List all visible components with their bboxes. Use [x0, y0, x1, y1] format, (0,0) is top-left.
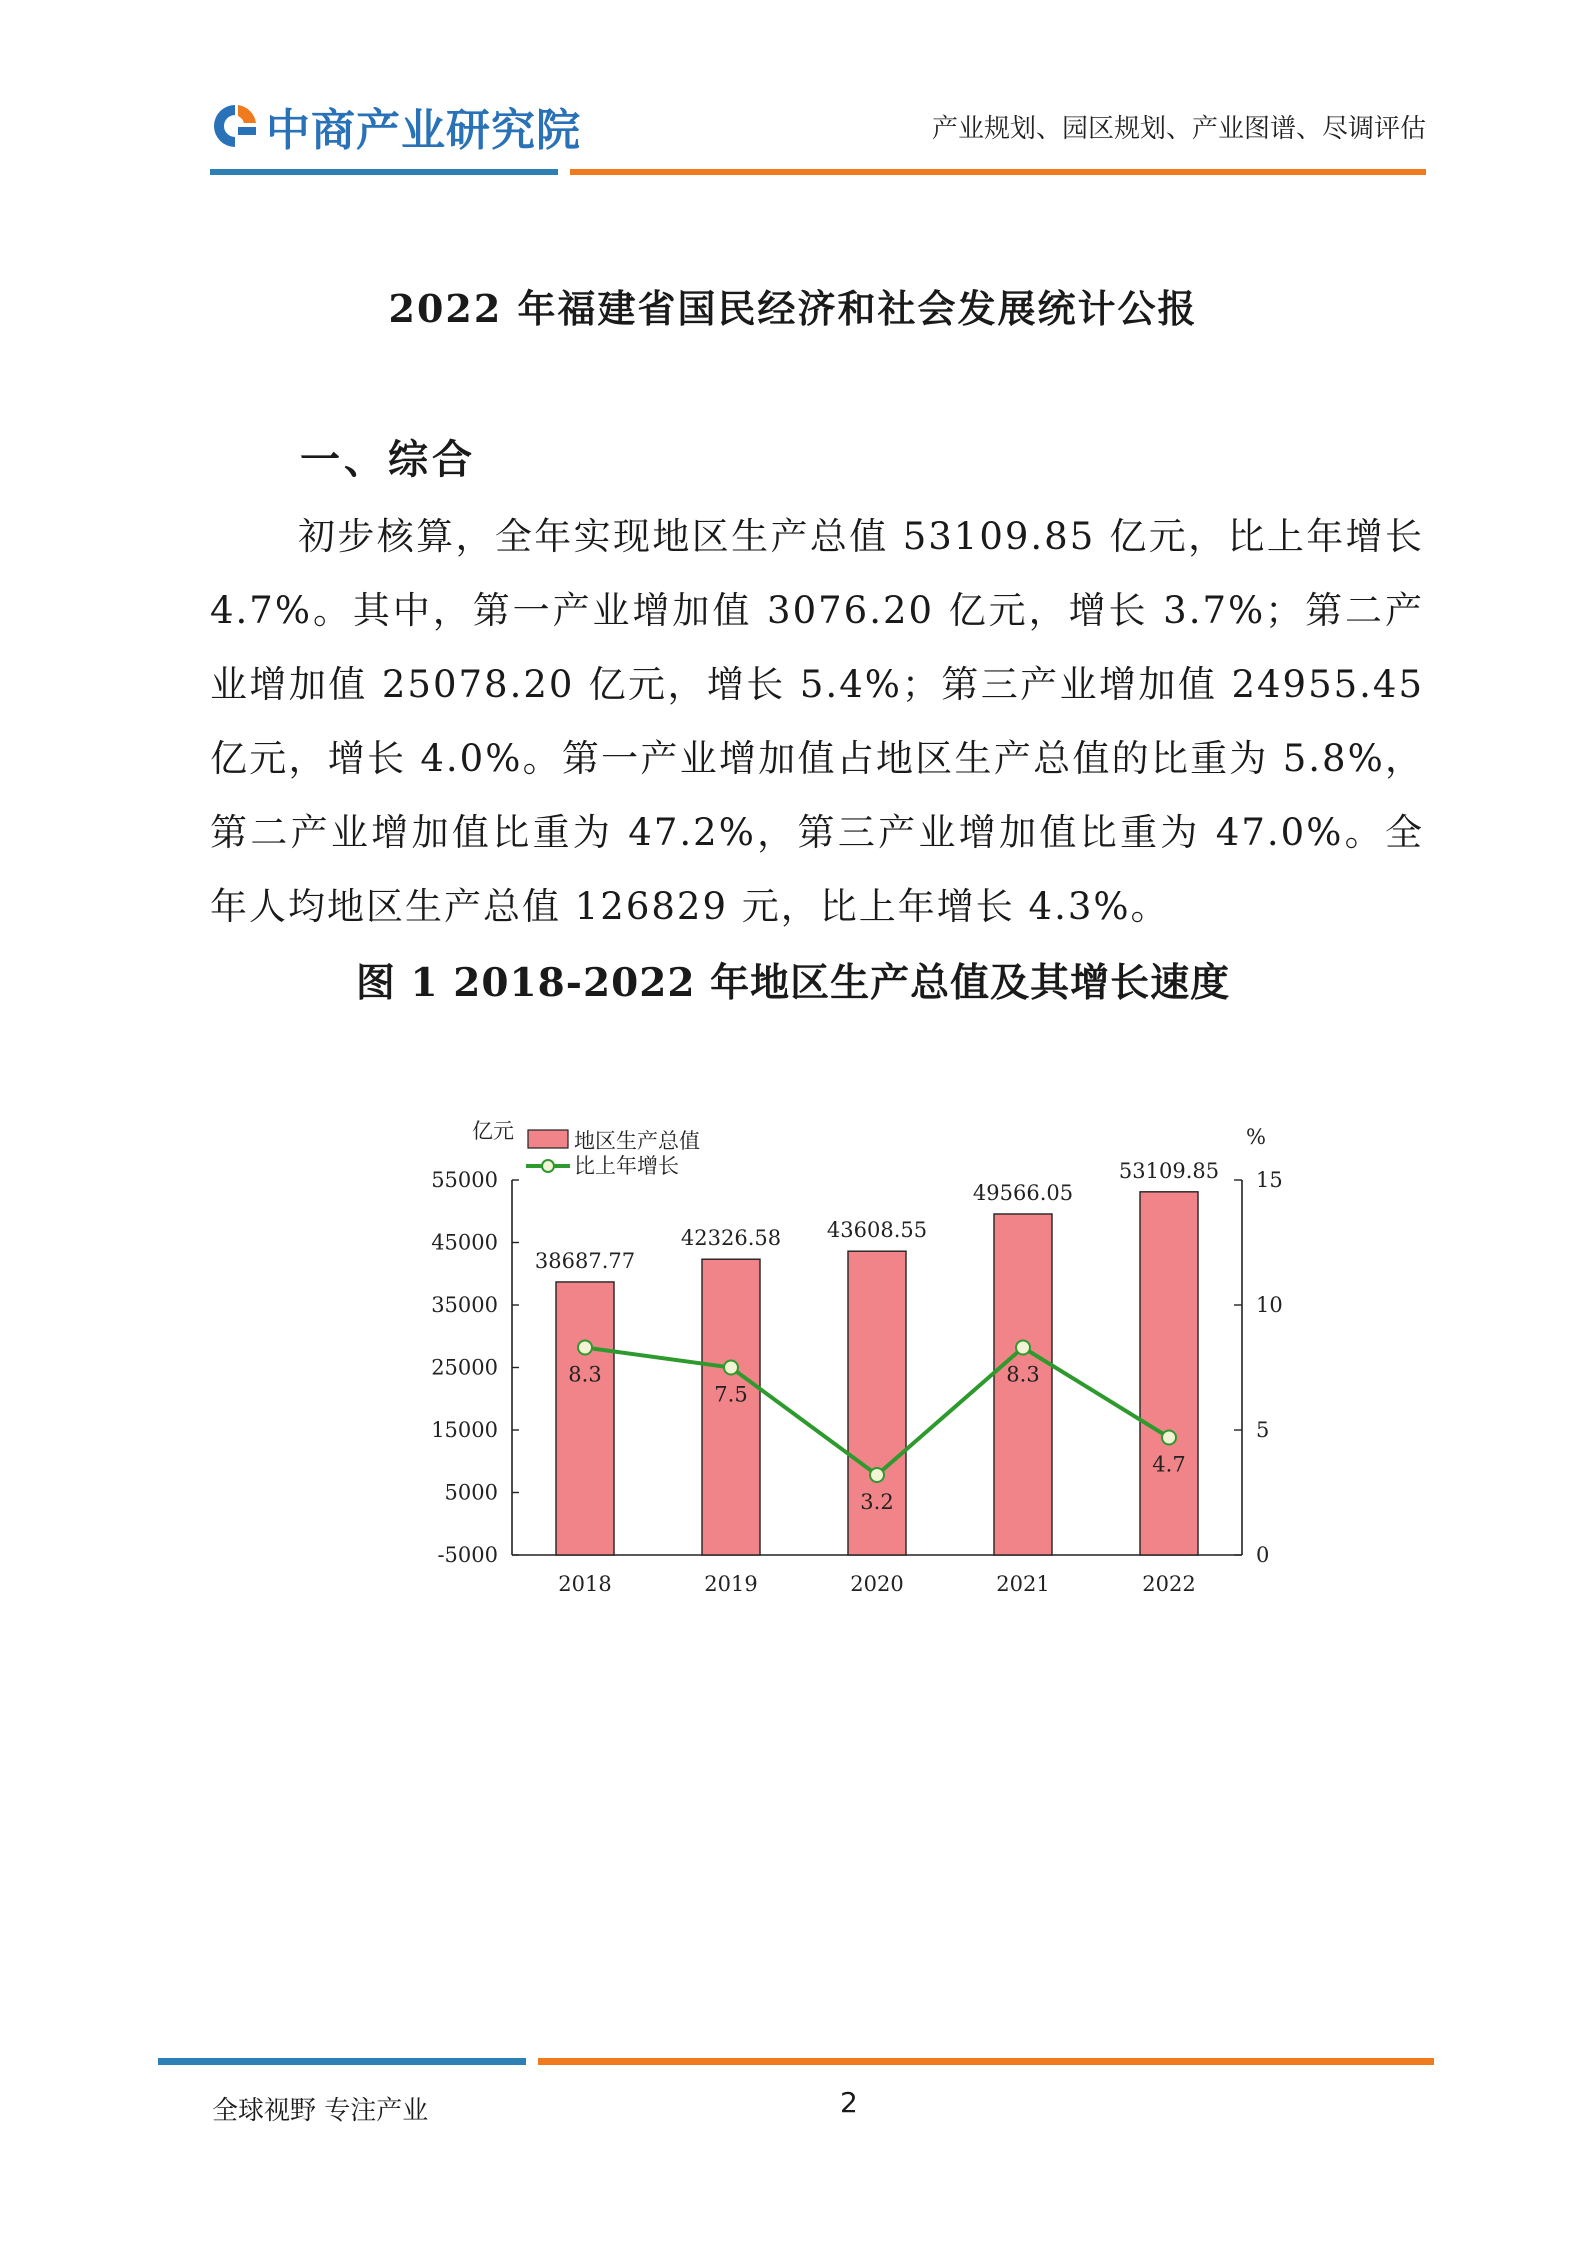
x-tick-label: 2020 [850, 1572, 904, 1596]
gdp-bar-label: 53109.85 [1118, 1158, 1220, 1183]
growth-marker [870, 1468, 884, 1482]
growth-marker [578, 1341, 592, 1355]
growth-marker [1162, 1431, 1176, 1445]
right-tick-label: 10 [1256, 1293, 1283, 1317]
logo-icon [210, 101, 260, 151]
left-tick-label: 55000 [431, 1168, 498, 1192]
growth-label: 8.3 [568, 1362, 602, 1387]
figure-title: 图 1 2018-2022 年地区生产总值及其增长速度 [355, 960, 1231, 1006]
right-tick-label: 5 [1256, 1418, 1270, 1442]
gdp-bar-label: 42326.58 [680, 1226, 782, 1251]
x-tick-label: 2022 [1142, 1572, 1196, 1596]
legend-bar-swatch [528, 1130, 568, 1148]
page-header [0, 0, 1586, 190]
section-heading: 一、综合 [300, 436, 476, 483]
left-tick-label: -5000 [437, 1543, 498, 1567]
x-tick-label: 2019 [704, 1572, 758, 1596]
header-divider-orange [570, 169, 1426, 175]
right-tick-label: 15 [1256, 1168, 1283, 1192]
left-tick-label: 35000 [431, 1293, 498, 1317]
left-tick-label: 5000 [444, 1480, 498, 1505]
gdp-bar [1140, 1192, 1198, 1555]
growth-label: 4.7 [1152, 1452, 1186, 1477]
legend-bar-label: 地区生产总值 [574, 1129, 700, 1153]
company-logo [210, 98, 581, 154]
gdp-bar [702, 1259, 760, 1555]
growth-marker [724, 1361, 738, 1375]
gdp-bar [556, 1282, 614, 1555]
legend-line-marker [542, 1160, 554, 1172]
gdp-bar-label: 43608.55 [826, 1218, 928, 1243]
right-axis-unit: % [1246, 1125, 1266, 1149]
header-divider-blue [210, 169, 558, 175]
footer-slogan: 全球视野 专注产业 [212, 2096, 429, 2126]
x-tick-label: 2018 [558, 1572, 612, 1596]
body-paragraph: 初步核算，全年实现地区生产总值 53109.85 亿元，比上年增长 4.7%。其中，第一产业增加值 3076.20 亿元，增长 3.7%；第二产业增加值 25078.20 亿元，增长 5.4%；第三产业增加值 24955.45 亿元，增长 4.0%。第一产业增加值占地区生产总值的比重为 5.8%，第二产业增加值比重为 47.2%，第三产业增加值比重为 47.0%。全年人均地区生产总值 126829 元，比上年增长 4.3%。 [210, 515, 1424, 928]
page-number: 2 [840, 2086, 858, 2119]
x-tick-label: 2021 [996, 1572, 1050, 1596]
growth-label: 7.5 [714, 1382, 748, 1407]
right-tick-label: 0 [1256, 1543, 1270, 1567]
legend-line-label: 比上年增长 [574, 1154, 679, 1178]
footer-divider-orange [538, 2058, 1434, 2065]
growth-label: 3.2 [860, 1490, 894, 1514]
gdp-bar-label: 49566.05 [972, 1180, 1074, 1205]
left-tick-label: 15000 [431, 1418, 498, 1442]
gdp-growth-chart [420, 1108, 1300, 1628]
growth-marker [1016, 1341, 1030, 1355]
logo-text: 中商产业研究院 [266, 105, 581, 156]
left-axis-unit: 亿元 [472, 1119, 514, 1143]
document-title: 2022 年福建省国民经济和社会发展统计公报 [388, 286, 1198, 331]
footer-divider-blue [158, 2058, 526, 2065]
left-tick-label: 25000 [431, 1355, 498, 1380]
left-tick-label: 45000 [431, 1230, 498, 1255]
growth-label: 8.3 [1006, 1362, 1040, 1387]
header-tagline: 产业规划、园区规划、产业图谱、尽调评估 [931, 114, 1426, 144]
gdp-bar-label: 38687.77 [534, 1248, 636, 1273]
